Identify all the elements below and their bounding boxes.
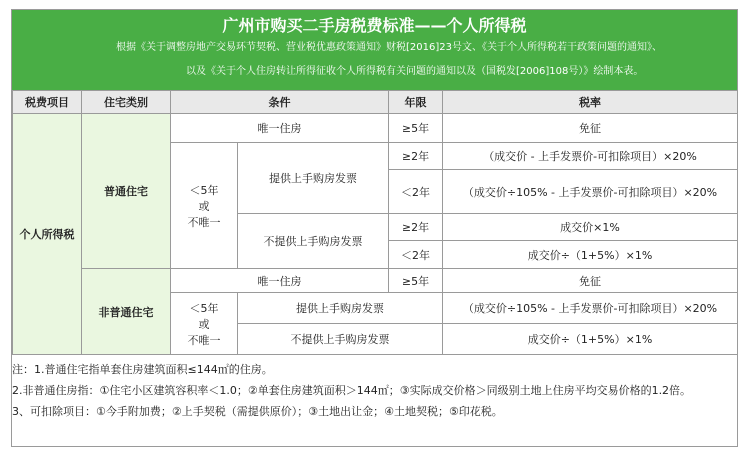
rate-cell: （成交价÷105% - 上手发票价-可扣除项目）×20% — [443, 293, 738, 324]
condition-cell: ＜5年 或 不唯一 — [171, 293, 238, 355]
header-category: 住宅类别 — [82, 91, 171, 114]
years-cell: ≥2年 — [389, 143, 443, 170]
only-home-cell: 唯一住房 — [171, 114, 389, 143]
years-cell: ≥5年 — [389, 269, 443, 293]
rate-cell: 免征 — [443, 269, 738, 293]
condition-cell: ＜5年 或 不唯一 — [171, 143, 238, 269]
header-years: 年限 — [389, 91, 443, 114]
page-title: 广州市购买二手房税费标准——个人所得税 — [222, 16, 527, 35]
years-cell: ＜2年 — [389, 170, 443, 214]
rate-cell: 成交价÷（1+5%）×1% — [443, 324, 738, 355]
tax-table — [12, 90, 738, 355]
header-rate: 税率 — [443, 91, 738, 114]
tax-item-cell: 个人所得税 — [13, 114, 82, 355]
note-3: 3、可扣除项目：①今手附加费；②上手契税（需提供原价）；③土地出让金；④土地契税；⑤印花税。 — [12, 405, 503, 418]
header-condition: 条件 — [171, 91, 389, 114]
category-non-ordinary: 非普通住宅 — [82, 269, 171, 355]
rate-cell: （成交价÷105% - 上手发票价-可扣除项目）×20% — [443, 170, 738, 214]
note-2: 2.非普通住房指：①住宅小区建筑容积率＜1.0；②单套住房建筑面积＞144㎡；③实际成交价格＞同级别土地上住房平均交易价格的1.2倍。 — [12, 384, 692, 397]
subtitle-line-2: 以及《关于个人住房转让所得征收个人所得税有关问题的通知以及（国税发[2006]108号）》绘制本表。 — [186, 66, 644, 77]
without-invoice-cell: 不提供上手购房发票 — [238, 324, 443, 355]
rate-cell: （成交价 - 上手发票价-可扣除项目）×20% — [443, 143, 738, 170]
header-banner — [12, 10, 737, 90]
note-1: 注：1.普通住宅指单套住房建筑面积≤144㎡的住房。 — [12, 363, 273, 376]
only-home-cell: 唯一住房 — [171, 269, 389, 293]
table-row — [13, 269, 738, 293]
years-cell: ≥2年 — [389, 214, 443, 241]
table-row — [13, 114, 738, 143]
with-invoice-cell: 提供上手购房发票 — [238, 293, 443, 324]
header-tax-item: 税费项目 — [13, 91, 82, 114]
category-ordinary: 普通住宅 — [82, 114, 171, 269]
years-cell: ＜2年 — [389, 241, 443, 269]
with-invoice-cell: 提供上手购房发票 — [238, 143, 389, 214]
subtitle-line-1: 根据《关于调整房地产交易环节契税、营业税优惠政策通知》财税[2016]23号文、《关于个人所得税若干政策问题的通知》、 — [116, 42, 662, 53]
years-cell: ≥5年 — [389, 114, 443, 143]
rate-cell: 免征 — [443, 114, 738, 143]
rate-cell: 成交价÷（1+5%）×1% — [443, 241, 738, 269]
header-row — [13, 91, 738, 114]
without-invoice-cell: 不提供上手购房发票 — [238, 214, 389, 269]
notes-section — [12, 359, 732, 422]
rate-cell: 成交价×1% — [443, 214, 738, 241]
